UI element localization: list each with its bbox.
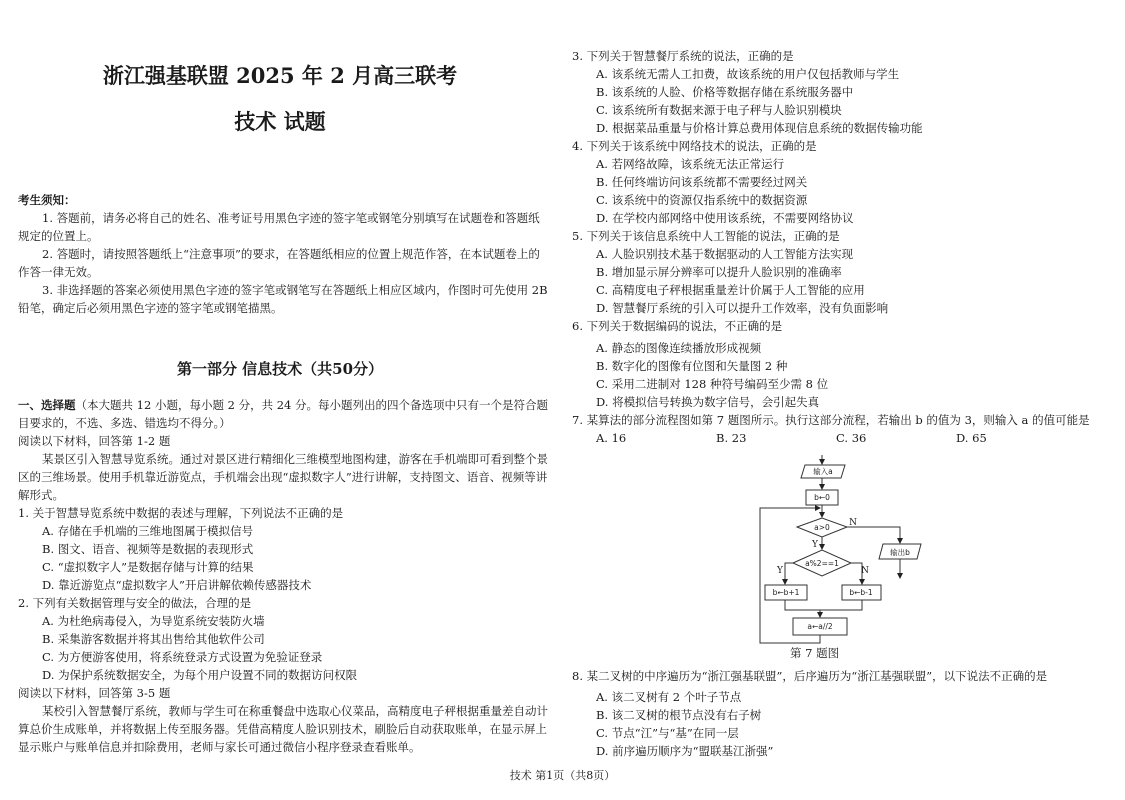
option: C. 高精度电子秤根据重量差计价属于人工智能的应用 xyxy=(596,283,865,297)
option: C. 该系统所有数据来源于电子秤与人脸识别模块 xyxy=(596,103,842,117)
option: B. 23 xyxy=(716,431,747,445)
notice-heading: 考生须知： xyxy=(18,193,76,207)
question-stem: 7. 某算法的部分流程图如第 7 题图所示。执行这部分流程，若输出 b 的值为 3，则输入 a 的值可能是 xyxy=(572,413,1090,427)
option: C. 该系统中的资源仅指系统中的数据资源 xyxy=(596,193,808,207)
flow-output: 输出b xyxy=(890,548,910,557)
option: A. 人脸识别技术基于数据驱动的人工智能方法实现 xyxy=(596,247,854,261)
exam-title: 浙江强基联盟 2025 年 2 月高三联考 xyxy=(102,63,458,88)
notice-item: 1. 答题前，请务必将自己的姓名、准考证号用黑色字迹的签字笔或钢笔分别填写在试题卷和答题纸规定的位置上。 xyxy=(18,211,540,243)
option: A. 静态的图像连续播放形成视频 xyxy=(596,341,762,355)
option: D. 65 xyxy=(956,431,987,445)
option: B. 采集游客数据并将其出售给其他软件公司 xyxy=(42,632,265,646)
page-footer: 技术 第1页（共8页） xyxy=(509,769,616,782)
notice-item: 3. 非选择题的答案必须使用黑色字迹的签字笔或钢笔写在答题纸上相应区域内，作图时可先使用 2B 铅笔，确定后必须用黑色字迹的签字笔或钢笔描黑。 xyxy=(18,283,548,315)
flow-input: 输入a xyxy=(813,467,833,476)
option: A. 为杜绝病毒侵入，为导览系统安装防火墙 xyxy=(42,614,265,628)
flow-init: b←0 xyxy=(814,493,830,502)
option: D. 将模拟信号转换为数字信号，会引起失真 xyxy=(596,395,820,409)
section-label: 一、选择题 xyxy=(18,398,76,412)
option: B. 数字化的图像有位图和矢量图 2 种 xyxy=(596,359,788,373)
flow-halve: a←a//2 xyxy=(807,622,833,631)
flow-no-label: N xyxy=(849,518,857,528)
option: A. 该系统无需人工扣费，故该系统的用户仅包括教师与学生 xyxy=(596,67,900,81)
option: B. 增加显示屏分辨率可以提升人脸识别的准确率 xyxy=(596,265,842,279)
option: C. 节点“江”与“基”在同一层 xyxy=(596,726,739,740)
question-stem: 6. 下列关于数据编码的说法，不正确的是 xyxy=(572,319,783,333)
flow-dec: b←b-1 xyxy=(849,588,873,597)
flow-yes-label: Y xyxy=(777,566,783,576)
q8 xyxy=(572,667,1112,760)
question-stem: 4. 下列关于该系统中网络技术的说法，正确的是 xyxy=(572,139,817,153)
option: C. 为方便游客使用，将系统登录方式设置为免验证登录 xyxy=(42,650,323,664)
option: B. 该二叉树的根节点没有右子树 xyxy=(596,708,762,722)
flow-yes-label: Y xyxy=(812,540,818,550)
option: B. 图文、语音、视频等是数据的表现形式 xyxy=(42,542,254,556)
material-text: 某景区引入智慧导览系统。通过对景区进行精细化三维模型地图构建，游客在手机端即可看到整个景区的三维场景。使用手机靠近游览点，手机端会出现“虚拟数字人”进行讲解，支持图文、语音、视频等讲解形式。 xyxy=(18,452,548,502)
option: C. “虚拟数字人”是数据存储与计算的结果 xyxy=(42,560,254,574)
option: D. 靠近游览点“虚拟数字人”开启讲解依赖传感器技术 xyxy=(42,578,312,592)
option: C. 36 xyxy=(836,431,867,445)
question-stem: 1. 关于智慧导览系统中数据的表述与理解，下列说法不正确的是 xyxy=(18,506,344,520)
question-stem: 3. 下列关于智慧餐厅系统的说法，正确的是 xyxy=(572,49,794,63)
option: B. 任何终端访问该系统都不需要经过网关 xyxy=(596,175,808,189)
option: B. 该系统的人脸、价格等数据存储在系统服务器中 xyxy=(596,85,854,99)
exam-subtitle: 技术 试题 xyxy=(234,109,326,134)
figure-caption: 第 7 题图 xyxy=(790,646,840,660)
option: D. 为保护系统数据安全，为每个用户设置不同的数据访问权限 xyxy=(42,668,358,682)
question-stem: 5. 下列关于该信息系统中人工智能的说法，正确的是 xyxy=(572,229,840,243)
question-stem: 8. 某二叉树的中序遍历为“浙江强基联盟”，后序遍历为“浙江基强联盟”，以下说法不正确的是 xyxy=(572,669,1048,683)
option: A. 该二叉树有 2 个叶子节点 xyxy=(596,690,742,704)
option: D. 在学校内部网络中使用该系统，不需要网络协议 xyxy=(596,211,854,225)
material-text: 某校引入智慧餐厅系统，教师与学生可在称重餐盘中选取心仪菜品，高精度电子秤根据重量差自动计算总价生成账单，并将数据上传至服务器。凭借高精度人脸识别技术，刷脸后自动获取账单，在显示屏上显示账户与账单信息并扣除费用，老师与家长可通过微信小程序登录查看账单。 xyxy=(18,704,548,754)
option: A. 若网络故障，该系统无法正常运行 xyxy=(596,157,785,171)
section-desc: （本大题共 12 小题，每小题 2 分，共 24 分。每小题列出的四个备选项中只有一个是符合题目要求的，不选、多选、错选均不得分。） xyxy=(18,398,549,430)
question-stem: 2. 下列有关数据管理与安全的做法，合理的是 xyxy=(18,596,252,610)
option: C. 采用二进制对 128 种符号编码至少需 8 位 xyxy=(596,377,829,391)
flow-no-label: N xyxy=(861,566,869,576)
flow-inc: b←b+1 xyxy=(772,588,800,597)
option: D. 智慧餐厅系统的引入可以提升工作效率，没有负面影响 xyxy=(596,301,889,315)
flow-cond1: a>0 xyxy=(814,523,830,532)
option: A. 16 xyxy=(596,431,627,445)
part-heading: 第一部分 信息技术（共50分） xyxy=(176,360,384,378)
option: A. 存储在手机端的三维地图属于模拟信号 xyxy=(42,524,254,538)
material-intro: 阅读以下材料，回答第 3-5 题 xyxy=(18,686,171,700)
material-intro: 阅读以下材料，回答第 1-2 题 xyxy=(18,434,171,448)
option: D. 根据菜品重量与价格计算总费用体现信息系统的数据传输功能 xyxy=(596,121,923,135)
flow-cond2: a%2==1 xyxy=(805,559,839,568)
option: D. 前序遍历顺序为“盟联基江浙强” xyxy=(596,744,774,758)
notice-item: 2. 答题时，请按照答题纸上“注意事项”的要求，在答题纸相应的位置上规范作答，在本试题卷上的作答一律无效。 xyxy=(18,247,540,279)
